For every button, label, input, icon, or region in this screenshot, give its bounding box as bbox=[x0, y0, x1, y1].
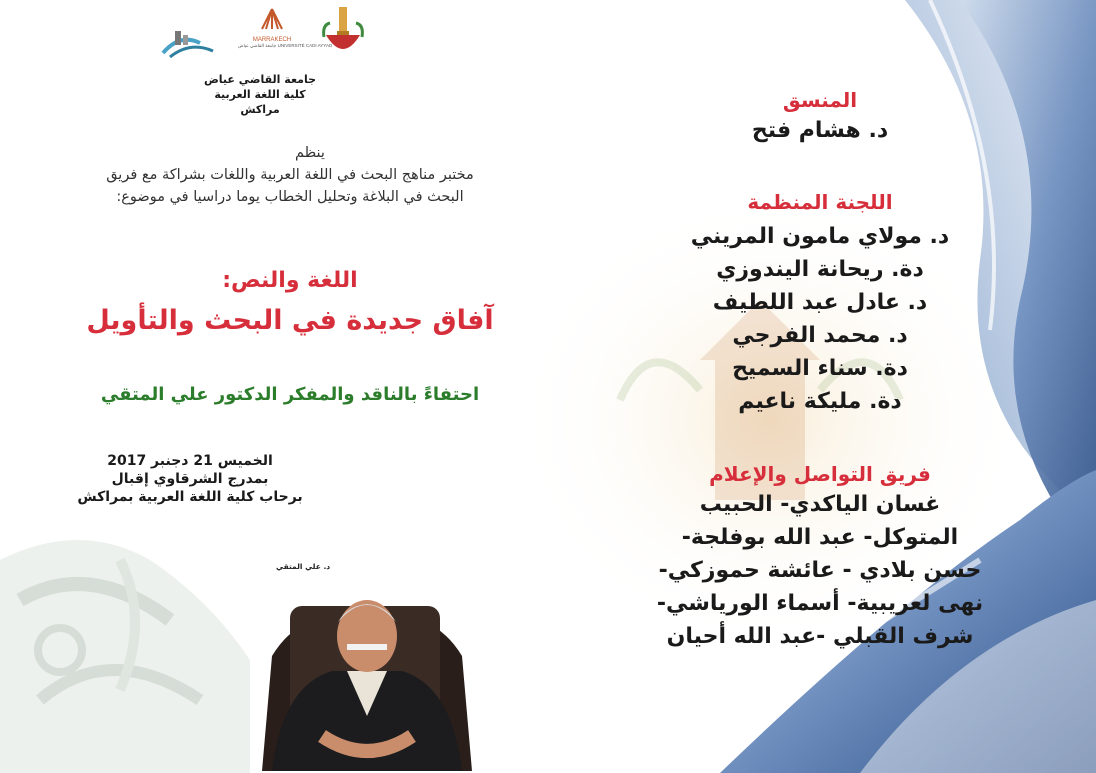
coordinator-block bbox=[560, 88, 1080, 147]
topic-block bbox=[20, 268, 560, 336]
university-logo bbox=[320, 5, 366, 61]
header-logos bbox=[150, 5, 370, 65]
committee-block bbox=[560, 190, 1080, 418]
media-line: غسان الياكدي- الحبيب bbox=[699, 492, 941, 517]
intro-line-1: مختبر مناهج البحث في اللغة العربية واللغات بشراكة مع فريق bbox=[106, 167, 474, 183]
honor-line: احتفاءً بالناقد والمفكر الدكتور علي المتقي bbox=[100, 384, 480, 405]
coordinator-heading: المنسق bbox=[782, 88, 858, 112]
marrakech-emblem-icon bbox=[257, 5, 287, 33]
coordinator-name: د. هشام فتح bbox=[751, 118, 889, 143]
lab-logo bbox=[155, 23, 225, 63]
event-place: برحاب كلية اللغة العربية بمراكش bbox=[77, 489, 303, 505]
topic-title-2: آفاق جديدة في البحث والتأويل bbox=[86, 305, 494, 336]
media-line: المتوكل- عبد الله بوفلجة- bbox=[681, 525, 959, 550]
marrakech-logo: MARRAKECH جامعة القاضي عياض UNIVERSITÉ CADI AYYAD bbox=[248, 5, 296, 60]
committee-member: د. مولاي مامون المريني bbox=[690, 224, 950, 249]
honoree-photo bbox=[262, 566, 472, 771]
media-line: نهى لعريبية- أسماء الورياشي- bbox=[656, 591, 984, 616]
institution-line: كلية اللغة العربية bbox=[214, 88, 306, 101]
event-block bbox=[0, 452, 380, 506]
photo-caption: د. علي المتقي bbox=[276, 562, 331, 571]
topic-title-1: اللغة والنص: bbox=[222, 268, 358, 293]
organizes-text: ينظم bbox=[295, 145, 325, 161]
committee-member: دة. ريحانة اليندوزي bbox=[716, 257, 924, 282]
intro-line-2: البحث في البلاغة وتحليل الخطاب يوما دراسيا في موضوع: bbox=[116, 189, 464, 205]
intro-block bbox=[20, 142, 560, 208]
media-block bbox=[560, 462, 1080, 653]
committee-member: دة. مليكة ناعيم bbox=[738, 389, 902, 414]
event-date: الخميس 21 دجنبر 2017 bbox=[107, 453, 273, 469]
institution-line: جامعة القاضي عياض bbox=[203, 73, 317, 86]
media-line: شرف القبلي -عبد الله أحيان bbox=[666, 624, 974, 649]
media-line: حسن بلادي - عائشة حموزكي- bbox=[658, 558, 982, 583]
committee-heading: اللجنة المنظمة bbox=[747, 190, 893, 214]
committee-member: د. محمد الفرجي bbox=[732, 323, 908, 348]
committee-member: د. عادل عبد اللطيف bbox=[712, 290, 928, 315]
event-venue: بمدرج الشرقاوي إقبال bbox=[111, 471, 269, 487]
committee-member: دة. سناء السميح bbox=[732, 356, 908, 381]
institution-block bbox=[130, 72, 390, 117]
institution-line: مراكش bbox=[240, 103, 280, 116]
media-heading: فريق التواصل والإعلام bbox=[709, 462, 931, 486]
